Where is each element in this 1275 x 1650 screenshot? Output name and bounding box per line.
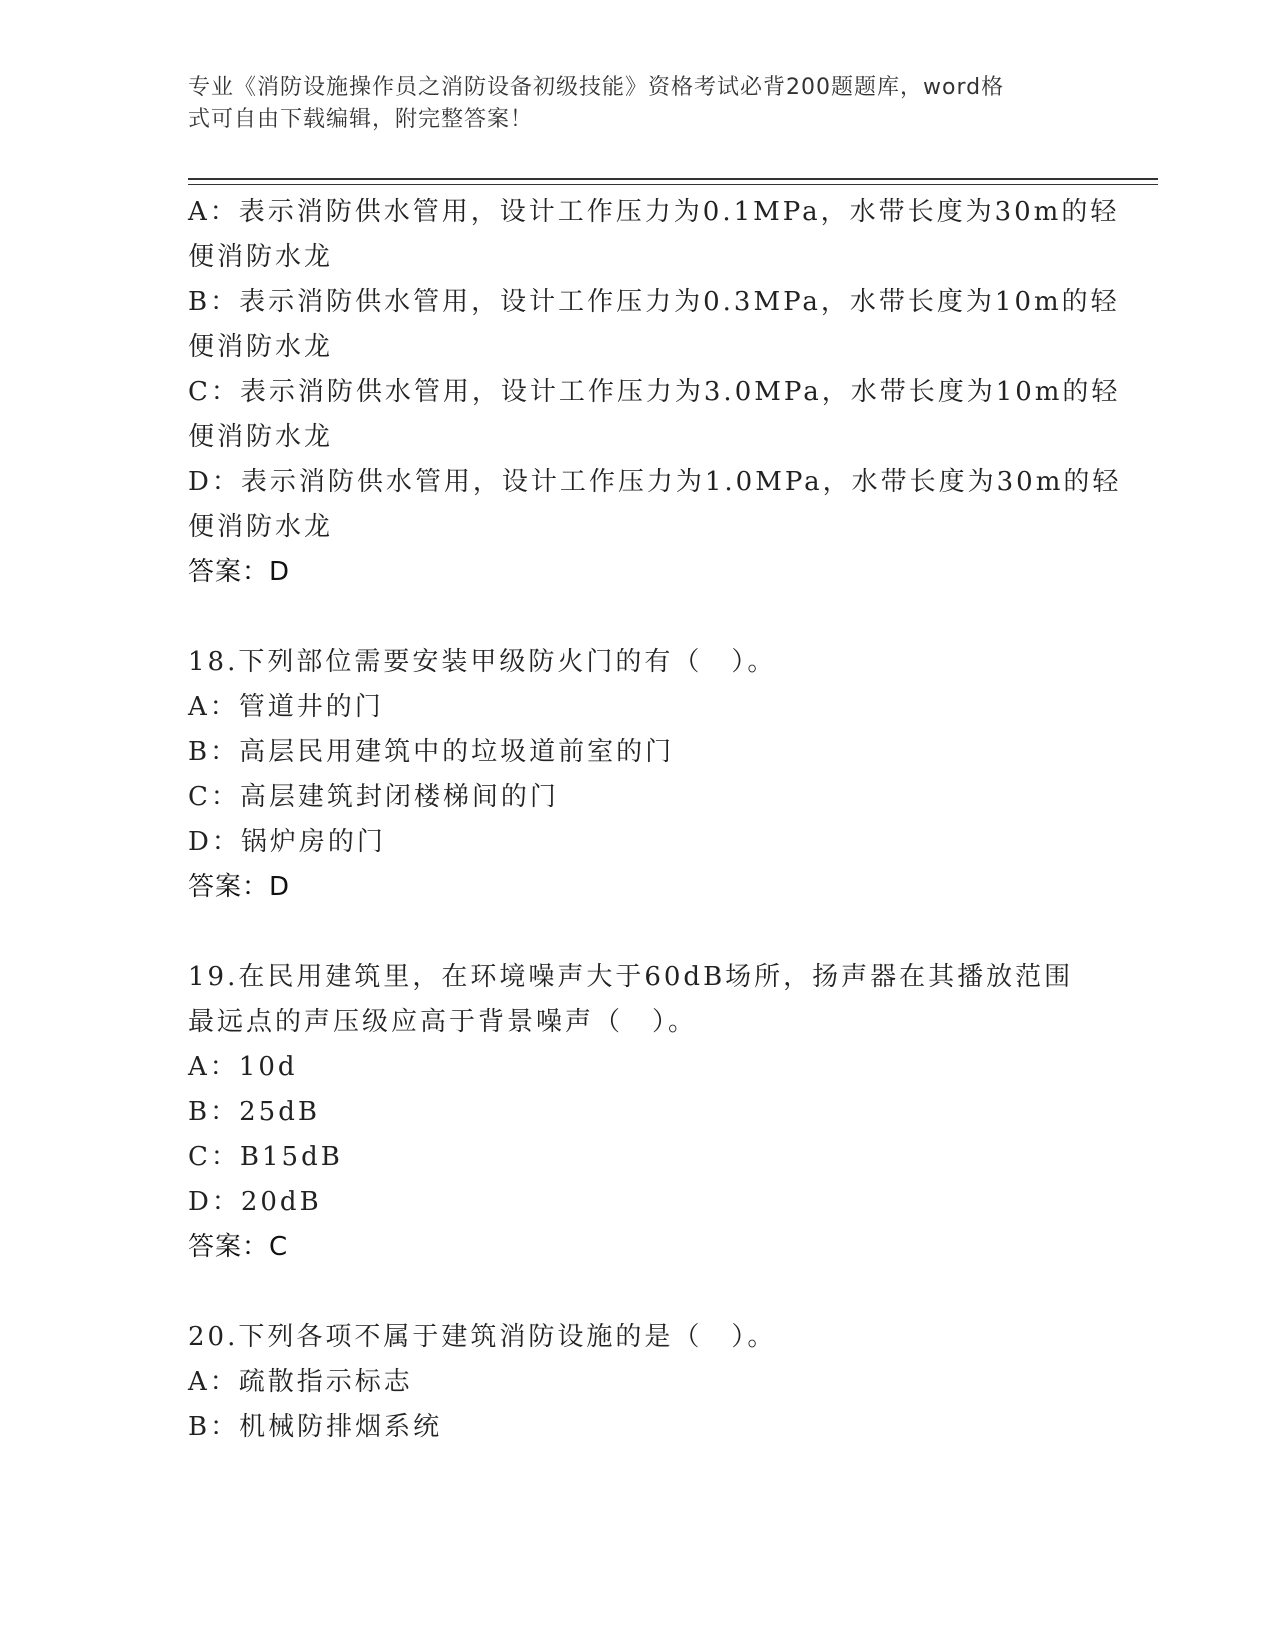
answer-19: 答案：C: [188, 1232, 289, 1262]
option-a: A：管道井的门: [188, 692, 384, 722]
option-b: B：机械防排烟系统: [188, 1412, 443, 1442]
option-d-line-2: 便消防水龙: [188, 512, 334, 542]
document-header: [188, 72, 1078, 136]
option-b-line-1: B：表示消防供水管用，设计工作压力为0.3MPa，水带长度为10m的轻: [188, 287, 1120, 317]
spacer: [188, 1270, 1088, 1315]
question-19: [188, 955, 1088, 1270]
option-c: C：B15dB: [188, 1142, 343, 1172]
header-divider: [188, 178, 1158, 185]
question-18: [188, 640, 1088, 910]
answer-18: 答案：D: [188, 872, 291, 902]
question-19-text-line-2: 最远点的声压级应高于背景噪声（ ）。: [188, 1007, 698, 1037]
option-c-line-1: C：表示消防供水管用，设计工作压力为3.0MPa，水带长度为10m的轻: [188, 377, 1121, 407]
question-20: [188, 1315, 1088, 1450]
option-a-line-1: A：表示消防供水管用，设计工作压力为0.1MPa，水带长度为30m的轻: [188, 197, 1120, 227]
option-d-line-1: D：表示消防供水管用，设计工作压力为1.0MPa，水带长度为30m的轻: [188, 467, 1122, 497]
spacer: [188, 910, 1088, 955]
question-17-options: [188, 190, 1122, 595]
option-d: D：锅炉房的门: [188, 827, 386, 857]
header-line-2: 式可自由下载编辑，附完整答案！: [188, 107, 534, 132]
question-20-text: 20.下列各项不属于建筑消防设施的是（ ）。: [188, 1322, 777, 1352]
spacer: [188, 595, 1088, 640]
question-18-text: 18.下列部位需要安装甲级防火门的有（ ）。: [188, 647, 777, 677]
option-b: B：25dB: [188, 1097, 320, 1127]
option-c-line-2: 便消防水龙: [188, 422, 334, 452]
option-a: A：疏散指示标志: [188, 1367, 413, 1397]
question-19-text-line-1: 19.在民用建筑里，在环境噪声大于60dB场所，扬声器在其播放范围: [188, 962, 1074, 992]
option-b-line-2: 便消防水龙: [188, 332, 334, 362]
question-content: [188, 190, 1122, 1450]
header-line-1: 专业《消防设施操作员之消防设备初级技能》资格考试必背200题题库，word格: [188, 75, 1005, 100]
option-d: D：20dB: [188, 1187, 322, 1217]
option-c: C：高层建筑封闭楼梯间的门: [188, 782, 559, 812]
answer-17: 答案：D: [188, 557, 291, 587]
option-b: B：高层民用建筑中的垃圾道前室的门: [188, 737, 675, 767]
option-a-line-2: 便消防水龙: [188, 242, 334, 272]
option-a: A：10d: [188, 1052, 298, 1082]
